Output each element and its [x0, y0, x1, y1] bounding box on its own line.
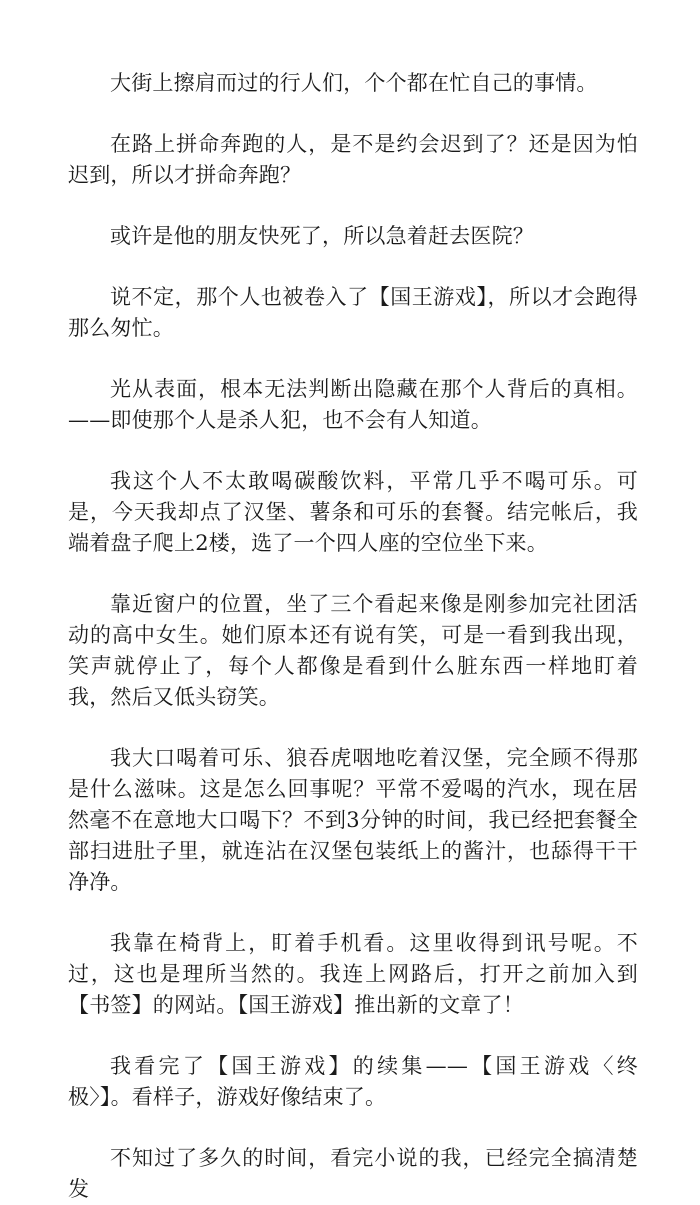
- paragraph: 我这个人不太敢喝碳酸饮料，平常几乎不喝可乐。可是，今天我却点了汉堡、薯条和可乐的套餐。结完帐后，我端着盘子爬上2楼，选了一个四人座的空位坐下来。: [68, 469, 638, 555]
- paragraph: 靠近窗户的位置，坐了三个看起来像是刚参加完社团活动的高中女生。她们原本还有说有笑，可是一看到我出现，笑声就停止了，每个人都像是看到什么脏东西一样地盯着我，然后又低头窃笑。: [68, 592, 638, 709]
- paragraph: 我靠在椅背上，盯着手机看。这里收得到讯号呢。不过，这也是理所当然的。我连上网路后，打开之前加入到【书签】的网站。【国王游戏】推出新的文章了！: [68, 931, 638, 1017]
- paragraph: 说不定，那个人也被卷入了【国王游戏】，所以才会跑得那么匆忙。: [68, 285, 638, 340]
- paragraph: 不知过了多久的时间，看完小说的我，已经完全搞清楚发: [68, 1146, 638, 1201]
- paragraph: 在路上拼命奔跑的人，是不是约会迟到了？还是因为怕迟到，所以才拼命奔跑？: [68, 132, 638, 187]
- paragraph: 光从表面，根本无法判断出隐藏在那个人背后的真相。——即使那个人是杀人犯，也不会有人知道。: [68, 377, 638, 432]
- paragraph: 我看完了【国王游戏】的续集——【国王游戏〈终极〉】。看样子，游戏好像结束了。: [68, 1054, 638, 1109]
- paragraph: 或许是他的朋友快死了，所以急着赶去医院？: [110, 224, 534, 248]
- paragraph: 大街上擦肩而过的行人们，个个都在忙自己的事情。: [110, 71, 598, 95]
- paragraph: 我大口喝着可乐、狼吞虎咽地吃着汉堡，完全顾不得那是什么滋味。这是怎么回事呢？平常不爱喝的汽水，现在居然毫不在意地大口喝下？不到3分钟的时间，我已经把套餐全部扫进肚子里，就连沾在汉堡包装纸上的酱汁，也舔得干干净净。: [68, 746, 638, 894]
